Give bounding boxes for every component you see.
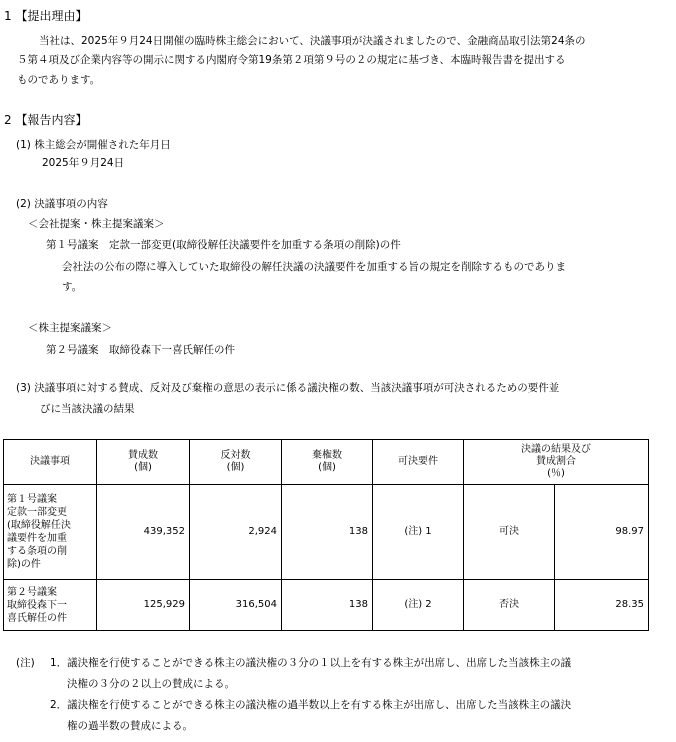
proposal1-title: 第１号議案 定款一部変更(取締役解任決議要件を加重する条項の削除)の件 (46, 239, 401, 251)
header-abstain: 棄権数 (個) (282, 440, 373, 485)
item3-label-line1: (3) 決議事項に対する賛成、反対及び棄権の意思の表示に係る議決権の数、当該決議事項が可決されるための要件並 (16, 382, 560, 394)
header-requirement: 可決要件 (373, 440, 464, 485)
item3-label-line2: びに当該決議の結果 (40, 403, 135, 415)
proposal1-desc-line2: す。 (62, 281, 83, 293)
vote-results-table (3, 439, 649, 631)
notes-label: (注) (16, 657, 35, 669)
row1-abstain: 138 (282, 485, 373, 580)
note2-line1: 2．議決権を行使することができる株主の議決権の過半数以上を有する株主が出席し、出席した当該株主の議決 (50, 699, 572, 711)
note2-line2: 権の過半数の賛成による。 (67, 720, 193, 732)
row1-against: 2,924 (190, 485, 282, 580)
header-for: 賛成数 (個) (97, 440, 190, 485)
proposal2-title: 第２号議案 取締役森下一喜氏解任の件 (46, 344, 235, 356)
header-item: 決議事項 (4, 440, 97, 485)
company-proposal-group: ＜会社提案・株主提案議案＞ (28, 218, 165, 230)
row1-item: 第１号議案 定款一部変更 (取締役解任決 議要件を加重 する条項の削 除)の件 (4, 485, 97, 580)
row2-ratio: 28.35 (555, 580, 649, 631)
section1-heading: 1 【提出理由】 (4, 9, 88, 23)
row1-ratio: 98.97 (555, 485, 649, 580)
note1-line1: 1．議決権を行使することができる株主の議決権の３分の１以上を有する株主が出席し、出席した当該株主の議 (50, 657, 572, 669)
section1-body-line3: ものであります。 (17, 74, 101, 86)
row2-requirement: (注) 2 (373, 580, 464, 631)
table-row (4, 580, 649, 631)
row2-abstain: 138 (282, 580, 373, 631)
shareholder-proposal-group: ＜株主提案議案＞ (28, 322, 112, 334)
section1-body-line1: 当社は、2025年９月24日開催の臨時株主総会において、決議事項が決議されましたので、金融商品取引法第24条の (39, 35, 586, 47)
header-against: 反対数 (個) (190, 440, 282, 485)
item1-label: (1) 株主総会が開催された年月日 (16, 139, 171, 151)
row2-against: 316,504 (190, 580, 282, 631)
section2-heading: 2 【報告内容】 (4, 113, 88, 127)
proposal1-desc-line1: 会社法の公布の際に導入していた取締役の解任決議の決議要件を加重する旨の規定を削除するものでありま (62, 261, 566, 273)
row1-requirement: (注) 1 (373, 485, 464, 580)
row1-result: 可決 (464, 485, 555, 580)
item2-label: (2) 決議事項の内容 (16, 198, 108, 210)
header-result: 決議の結果及び 賛成割合 (％) (464, 440, 649, 485)
table-header-row (4, 440, 649, 485)
table-row (4, 485, 649, 580)
row2-for: 125,929 (97, 580, 190, 631)
row1-for: 439,352 (97, 485, 190, 580)
row2-item: 第２号議案 取締役森下一 喜氏解任の件 (4, 580, 97, 631)
meeting-date: 2025年９月24日 (42, 157, 125, 169)
note1-line2: 決権の３分の２以上の賛成による。 (67, 678, 235, 690)
section1-body-line2: ５第４項及び企業内容等の開示に関する内閣府令第19条第２項第９号の２の規定に基づき、本臨時報告書を提出する (17, 54, 566, 66)
row2-result: 否決 (464, 580, 555, 631)
